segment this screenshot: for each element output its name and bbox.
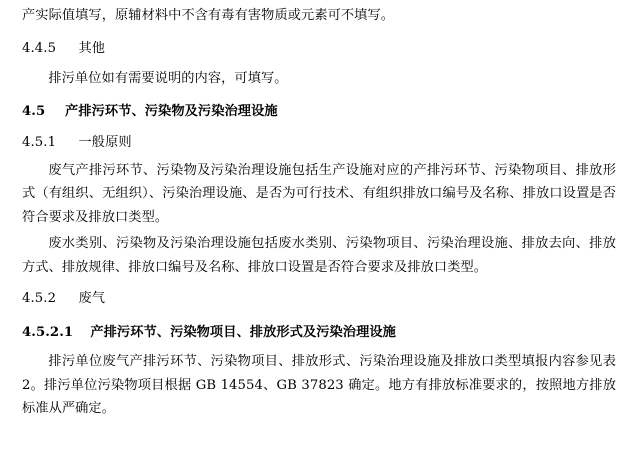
paragraph-material-fill: 产实际值填写，原辅材料中不含有毒有害物质或元素可不填写。 xyxy=(22,8,395,23)
heading-title: 产排污环节、污染物项目、排放形式及污染治理设施 xyxy=(90,324,396,340)
paragraph-waste-gas-detail: 排污单位废气产排污环节、污染物项目、排放形式、污染治理设施及排放口类型填报内容参见表 2。排污单位污染物项目根据 GB 14554、GB 37823 确定。地方有排放标准要求的，按照地方排放标准从严确定。 xyxy=(22,354,616,416)
heading-4-5-2-waste-gas xyxy=(22,287,616,311)
heading-number: 4.5 xyxy=(22,103,46,119)
heading-4-4-5-other xyxy=(22,37,616,61)
heading-number: 4.5.1 xyxy=(22,135,57,150)
heading-title: 废气 xyxy=(78,291,106,306)
heading-title: 其他 xyxy=(78,40,106,56)
paragraph-waste-water-principle: 废水类别、污染物及污染治理设施包括废水类别、污染物项目、污染治理设施、排放去向、排放方式、排放规律、排放口编号及名称、排放口设置是否符合要求及排放口类型。 xyxy=(22,236,616,275)
heading-4-5-emission-links xyxy=(22,100,616,124)
paragraph-other-note: 排污单位如有需要说明的内容，可填写。 xyxy=(48,71,288,86)
heading-4-5-1-general-principle xyxy=(22,131,616,155)
heading-number: 4.5.2 xyxy=(22,291,57,306)
heading-number: 4.4.5 xyxy=(22,40,57,56)
heading-title: 产排污环节、污染物及污染治理设施 xyxy=(65,103,278,119)
heading-number: 4.5.2.1 xyxy=(22,324,74,340)
heading-4-5-2-1-pollutant-items xyxy=(22,321,616,345)
paragraph-waste-gas-principle: 废气产排污环节、污染物及污染治理设施包括生产设施对应的产排污环节、污染物项目、排放形式（有组织、无组织）、污染治理设施、是否为可行技术、有组织排放口编号及名称、排放口设置是否符合要求及排放口类型。 xyxy=(22,162,616,225)
heading-title: 一般原则 xyxy=(78,135,132,150)
